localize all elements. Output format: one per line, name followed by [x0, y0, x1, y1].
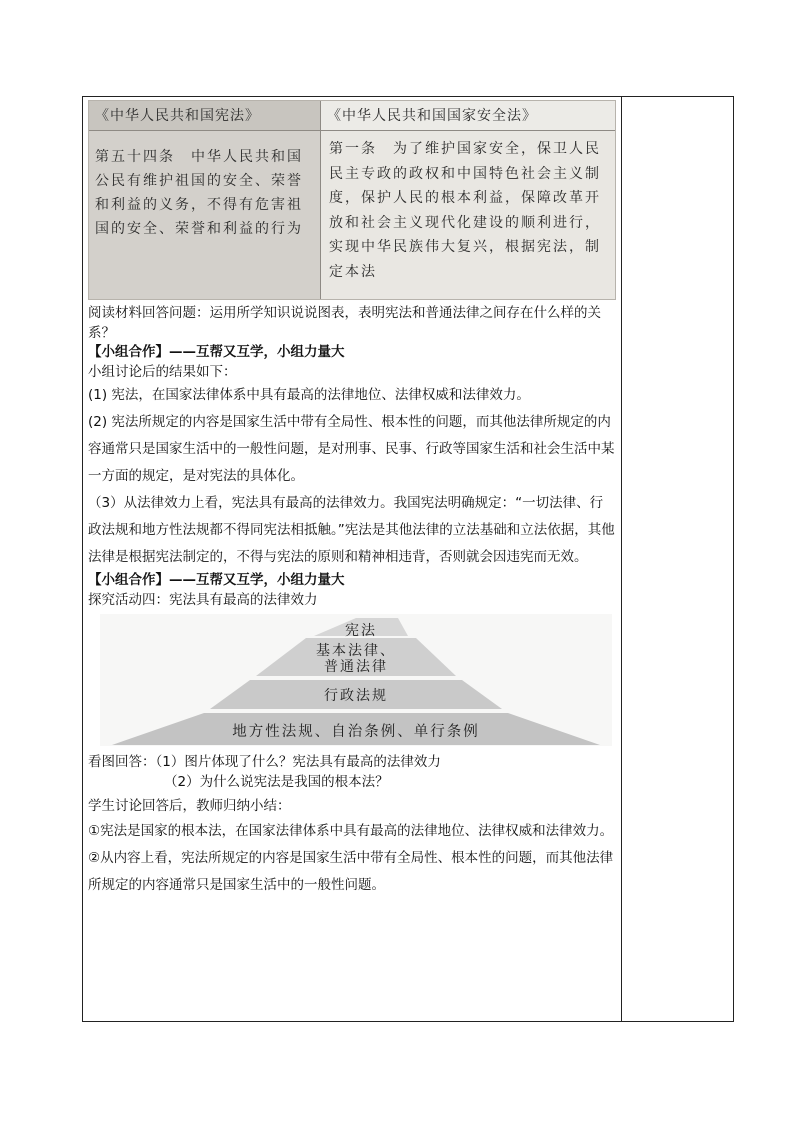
- constitution-excerpt-image: [88, 100, 616, 300]
- activity-four-title: 探究活动四：宪法具有最高的法律效力: [88, 592, 318, 608]
- tier-label-constitution: 宪法: [345, 623, 377, 639]
- summary-intro: 学生讨论回答后，教师归纳小结：: [88, 798, 291, 814]
- summary-point-1: ①宪法是国家的根本法，在国家法律体系中具有最高的法律地位、法律权威和法律效力。: [88, 823, 614, 839]
- article-54-text: 第五十四条 中华人民共和国公民有维护祖国的安全、荣誉和利益的义务，不得有危害祖国的安全、荣誉和利益的行为: [89, 131, 321, 299]
- tier-label-local: 地方性法规、自治条例、单行条例: [232, 724, 480, 740]
- group-bracket: 【小组合作】: [88, 344, 169, 360]
- group-slogan-2: ——互帮又互学，小组力量大: [169, 572, 345, 588]
- tier-label-basic-law-1: 基本法律、: [316, 643, 396, 659]
- tier-label-basic-law-2: 普通法律: [324, 659, 388, 675]
- column-divider: [621, 97, 622, 1021]
- group-slogan: ——互帮又互学，小组力量大: [169, 344, 345, 360]
- constitution-title: 《中华人民共和国宪法》: [89, 101, 321, 131]
- reading-question: 阅读材料回答问题：运用所学知识说说图表，表明宪法和普通法律之间存在什么样的关系？: [88, 305, 601, 341]
- group-bracket-2: 【小组合作】: [88, 572, 169, 588]
- discussion-intro: 小组讨论后的结果如下：: [88, 364, 237, 380]
- picture-question-1: 看图回答：（1）图片体现了什么？宪法具有最高的法律效力: [88, 754, 441, 770]
- article-1-text: 第一条 为了维护国家安全，保卫人民民主专政的政权和中国特色社会主义制度，保护人民的根本利益，保障改革开放和社会主义现代化建设的顺利进行，实现中华民族伟大复兴，根据宪法，制定本法: [329, 141, 601, 280]
- tier-label-administrative: 行政法规: [324, 688, 388, 704]
- point-3: （3）从法律效力上看，宪法具有最高的法律效力。我国宪法明确规定：“一切法律、行政法规和地方性法规都不得同宪法相抵触。”宪法是其他法律的立法基础和立法依据，其他法律是根据宪法制定的，不得与宪法的原则和精神相违背，否则就会因违宪而无效。: [88, 495, 615, 565]
- summary-point-2: ②从内容上看，宪法所规定的内容是国家生活中带有全局性、根本性的问题，而其他法律所规定的内容通常只是国家生活中的一般性问题。: [88, 850, 614, 893]
- point-2: (2) 宪法所规定的内容是国家生活中带有全局性、根本性的问题，而其他法律所规定的内容通常只是国家生活中的一般性问题，是对刑事、民事、行政等国家生活和社会生活中某一方面的规定，是对宪法的具体化。: [88, 414, 615, 484]
- group-cooperation-heading: [88, 343, 616, 362]
- law-hierarchy-pyramid: [100, 614, 612, 746]
- picture-question-2: （2）为什么说宪法是我国的根本法？: [164, 774, 389, 790]
- lesson-table: [82, 96, 734, 1022]
- point-1: (1) 宪法，在国家法律体系中具有最高的法律地位、法律权威和法律效力。: [88, 387, 530, 403]
- group-cooperation-heading-2: [88, 571, 616, 590]
- security-law-title: 《中华人民共和国国家安全法》: [321, 101, 615, 131]
- main-cell: [88, 100, 616, 899]
